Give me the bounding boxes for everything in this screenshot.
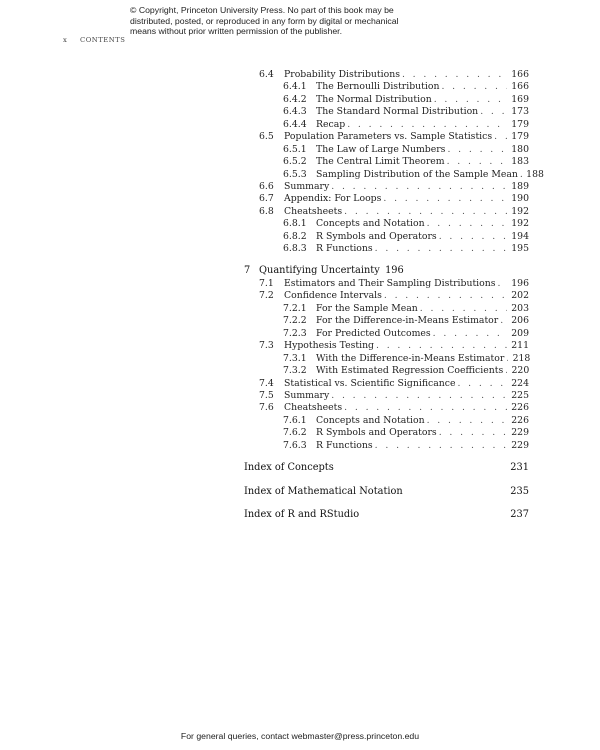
- toc-subsection-entry: [283, 415, 529, 427]
- toc-entry-number: 6.8.3: [283, 243, 307, 254]
- copyright-line: © Copyright, Princeton University Press. No part of this book may be: [130, 5, 394, 15]
- toc-leader-dots: [331, 390, 507, 402]
- toc-entry-page: 188: [526, 169, 544, 180]
- toc-entry-title: Sampling Distribution of the Sample Mean: [316, 169, 518, 180]
- toc-entry-number: 6.5: [259, 131, 274, 142]
- toc-entry-title: The Bernoulli Distribution: [316, 81, 440, 92]
- copyright-line: means without prior written permission of the publisher.: [130, 26, 342, 37]
- toc-entry-number: 7: [244, 265, 251, 276]
- toc-entry-page: 192: [511, 218, 529, 229]
- toc-leader-dots: [375, 440, 507, 452]
- toc-entry-title: For the Difference-in-Means Estimator: [316, 315, 499, 326]
- toc-entry-title: Index of R and RStudio: [244, 509, 360, 520]
- toc-subsection-entry: [283, 440, 529, 452]
- toc-entry-number: 7.1: [259, 278, 274, 289]
- toc-entry-number: 7.2.2: [283, 315, 307, 326]
- toc-leader-dots: [500, 315, 507, 327]
- toc-leader-dots: [384, 290, 507, 302]
- toc-leader-dots: [361, 509, 507, 521]
- toc-entry-title: With the Difference-in-Means Estimator: [316, 353, 505, 364]
- toc-entry-page: 229: [511, 440, 529, 451]
- toc-leader-dots: [433, 328, 507, 340]
- toc-entry-number: 7.2: [259, 290, 274, 301]
- toc-entry-page: 166: [511, 69, 529, 80]
- toc-entry-title: Cheatsheets: [284, 402, 343, 413]
- toc-entry-page: 189: [511, 181, 529, 192]
- toc-entry-page: 179: [511, 131, 529, 142]
- toc-entry-title: The Normal Distribution: [316, 94, 432, 105]
- toc-entry-number: 6.5.3: [283, 169, 307, 180]
- toc-entry-page: 206: [511, 315, 529, 326]
- toc-entry-page: 173: [511, 106, 529, 117]
- toc-entry-title: Index of Concepts: [244, 462, 334, 473]
- toc-leader-dots: [383, 193, 507, 205]
- toc-section-entry: [259, 290, 529, 302]
- toc-entry-number: 6.5.1: [283, 144, 307, 155]
- toc-subsection-entry: [283, 243, 529, 255]
- toc-section-entry: [259, 340, 529, 352]
- toc-leader-dots: [347, 119, 507, 131]
- toc-entry-page: 180: [511, 144, 529, 155]
- toc-entry-title: Concepts and Notation: [316, 415, 425, 426]
- toc-entry-title: With Estimated Regression Coefficients: [316, 365, 504, 376]
- toc-leader-dots: [434, 94, 507, 106]
- toc-section-entry: [259, 181, 529, 193]
- toc-entry-title: For the Sample Mean: [316, 303, 418, 314]
- toc-entry-number: 7.2.3: [283, 328, 307, 339]
- toc-index-entry: [244, 486, 529, 498]
- toc-leader-dots: [375, 243, 507, 255]
- toc-entry-number: 7.6: [259, 402, 274, 413]
- toc-entry-number: 6.4.4: [283, 119, 307, 130]
- toc-section-entry: [259, 131, 529, 143]
- toc-subsection-entry: [283, 353, 529, 365]
- toc-subsection-entry: [283, 427, 529, 439]
- toc-entry-page: 226: [511, 402, 529, 413]
- toc-index-entry: [244, 509, 529, 521]
- toc-leader-dots: [427, 415, 507, 427]
- toc-entry-page: 192: [511, 206, 529, 217]
- toc-leader-dots: [439, 427, 507, 439]
- running-title: CONTENTS: [80, 36, 126, 44]
- toc-leader-dots: [498, 278, 507, 290]
- toc-section-entry: [259, 278, 529, 290]
- toc-leader-dots: [405, 486, 507, 498]
- toc-entry-number: 6.8: [259, 206, 274, 217]
- toc-entry-page: 166: [511, 81, 529, 92]
- toc-subsection-entry: [283, 156, 529, 168]
- toc-entry-title: R Symbols and Operators: [316, 231, 437, 242]
- toc-entry-page: 218: [512, 353, 531, 364]
- copyright-line: distributed, posted, or reproduced in any form by digital or mechanical: [130, 15, 399, 26]
- toc-entry-page: 237: [510, 509, 529, 520]
- toc-entry-page: 209: [511, 328, 529, 339]
- toc-entry-title: The Law of Large Numbers: [316, 144, 446, 155]
- toc-subsection-entry: [283, 106, 529, 118]
- toc-section-entry: [259, 402, 529, 414]
- toc-entry-page: 179: [511, 119, 529, 130]
- toc-entry-title: Summary: [284, 390, 330, 401]
- toc-entry-page: 226: [511, 415, 529, 426]
- toc-entry-title: Appendix: For Loops: [284, 193, 382, 204]
- toc-leader-dots: [447, 144, 507, 156]
- toc-leader-dots: [494, 131, 507, 143]
- toc-leader-dots: [439, 231, 507, 243]
- toc-entry-title: R Functions: [316, 440, 373, 451]
- toc-entry-title: Concepts and Notation: [316, 218, 425, 229]
- toc-entry-title: Statistical vs. Scientific Significance: [284, 378, 456, 389]
- toc-leader-dots: [457, 378, 507, 390]
- toc-entry-page: 220: [511, 365, 530, 376]
- toc-subsection-entry: [283, 119, 529, 131]
- toc-subsection-entry: [283, 94, 529, 106]
- toc-entry-number: 6.5.2: [283, 156, 307, 167]
- toc-entry-page: 235: [510, 486, 529, 497]
- toc-entry-number: 7.3.1: [283, 353, 307, 364]
- toc-section-entry: [259, 378, 529, 390]
- toc-entry-number: 7.6.3: [283, 440, 307, 451]
- toc-entry-number: 7.4: [259, 378, 274, 389]
- toc-entry-number: 6.8.2: [283, 231, 307, 242]
- toc-leader-dots: [447, 156, 507, 168]
- toc-entry-title: Recap: [316, 119, 346, 130]
- toc-entry-page: 229: [511, 427, 529, 438]
- toc-entry-page: 203: [511, 303, 529, 314]
- toc-entry-title: Confidence Intervals: [284, 290, 382, 301]
- toc-entry-title: Cheatsheets: [284, 206, 343, 217]
- toc-entry-title: The Central Limit Theorem: [316, 156, 445, 167]
- toc-entry-page: 196: [385, 265, 404, 276]
- toc-subsection-entry: [283, 144, 529, 156]
- toc-chapter-entry: [244, 265, 529, 277]
- toc-entry-page: 211: [511, 340, 529, 351]
- toc-entry-number: 6.4.1: [283, 81, 307, 92]
- toc-entry-title: The Standard Normal Distribution: [316, 106, 479, 117]
- toc-subsection-entry: [283, 328, 529, 340]
- toc-entry-number: 7.3.2: [283, 365, 307, 376]
- toc-entry-number: 6.6: [259, 181, 274, 192]
- toc-entry-page: 195: [511, 243, 529, 254]
- toc-subsection-entry: [283, 231, 529, 243]
- toc-entry-title: R Functions: [316, 243, 373, 254]
- toc-entry-page: 190: [511, 193, 529, 204]
- toc-leader-dots: [331, 181, 507, 193]
- toc-entry-title: Population Parameters vs. Sample Statistics: [284, 131, 493, 142]
- toc-entry-number: 6.4: [259, 69, 274, 80]
- toc-section-entry: [259, 69, 529, 81]
- toc-entry-page: 169: [511, 94, 529, 105]
- toc-section-entry: [259, 193, 529, 205]
- toc-leader-dots: [336, 462, 507, 474]
- toc-entry-title: Hypothesis Testing: [284, 340, 375, 351]
- toc-subsection-entry: [283, 315, 529, 327]
- toc-subsection-entry: [283, 218, 529, 230]
- toc-entry-page: 194: [511, 231, 529, 242]
- toc-entry-page: 225: [511, 390, 529, 401]
- toc-entry-title: Quantifying Uncertainty: [259, 265, 380, 276]
- toc-index-entry: [244, 462, 529, 474]
- footer-note: For general queries, contact webmaster@press.princeton.edu: [180, 731, 420, 741]
- toc-subsection-entry: [283, 365, 529, 377]
- toc-entry-title: Summary: [284, 181, 330, 192]
- toc-entry-page: 224: [511, 378, 529, 389]
- toc-leader-dots: [427, 218, 507, 230]
- toc-leader-dots: [344, 206, 507, 218]
- toc-entry-number: 7.6.2: [283, 427, 307, 438]
- toc-entry-number: 6.4.3: [283, 106, 307, 117]
- toc-entry-title: Estimators and Their Sampling Distributions: [284, 278, 496, 289]
- toc-entry-number: 7.6.1: [283, 415, 307, 426]
- page-number: x: [63, 36, 68, 44]
- toc-entry-title: For Predicted Outcomes: [316, 328, 431, 339]
- toc-entry-number: 6.4.2: [283, 94, 307, 105]
- toc-section-entry: [259, 206, 529, 218]
- toc-leader-dots: [441, 81, 507, 93]
- toc-entry-number: 7.5: [259, 390, 274, 401]
- toc-entry-title: R Symbols and Operators: [316, 427, 437, 438]
- toc-subsection-entry: [283, 303, 529, 315]
- toc-entry-number: 6.7: [259, 193, 274, 204]
- toc-entry-number: 6.8.1: [283, 218, 307, 229]
- toc-leader-dots: [480, 106, 507, 118]
- toc-entry-page: 202: [511, 290, 529, 301]
- toc-entry-page: 196: [511, 278, 529, 289]
- toc-subsection-entry: [283, 169, 544, 181]
- toc-entry-number: 7.3: [259, 340, 274, 351]
- toc-subsection-entry: [283, 81, 529, 93]
- toc-entry-title: Probability Distributions: [284, 69, 400, 80]
- toc-leader-dots: [402, 69, 507, 81]
- toc-entry-page: 183: [511, 156, 529, 167]
- toc-entry-page: 231: [510, 462, 529, 473]
- toc-leader-dots: [344, 402, 507, 414]
- toc-entry-title: Index of Mathematical Notation: [244, 486, 403, 497]
- toc-entry-number: 7.2.1: [283, 303, 307, 314]
- toc-leader-dots: [376, 340, 507, 352]
- toc-leader-dots: [420, 303, 507, 315]
- toc-section-entry: [259, 390, 529, 402]
